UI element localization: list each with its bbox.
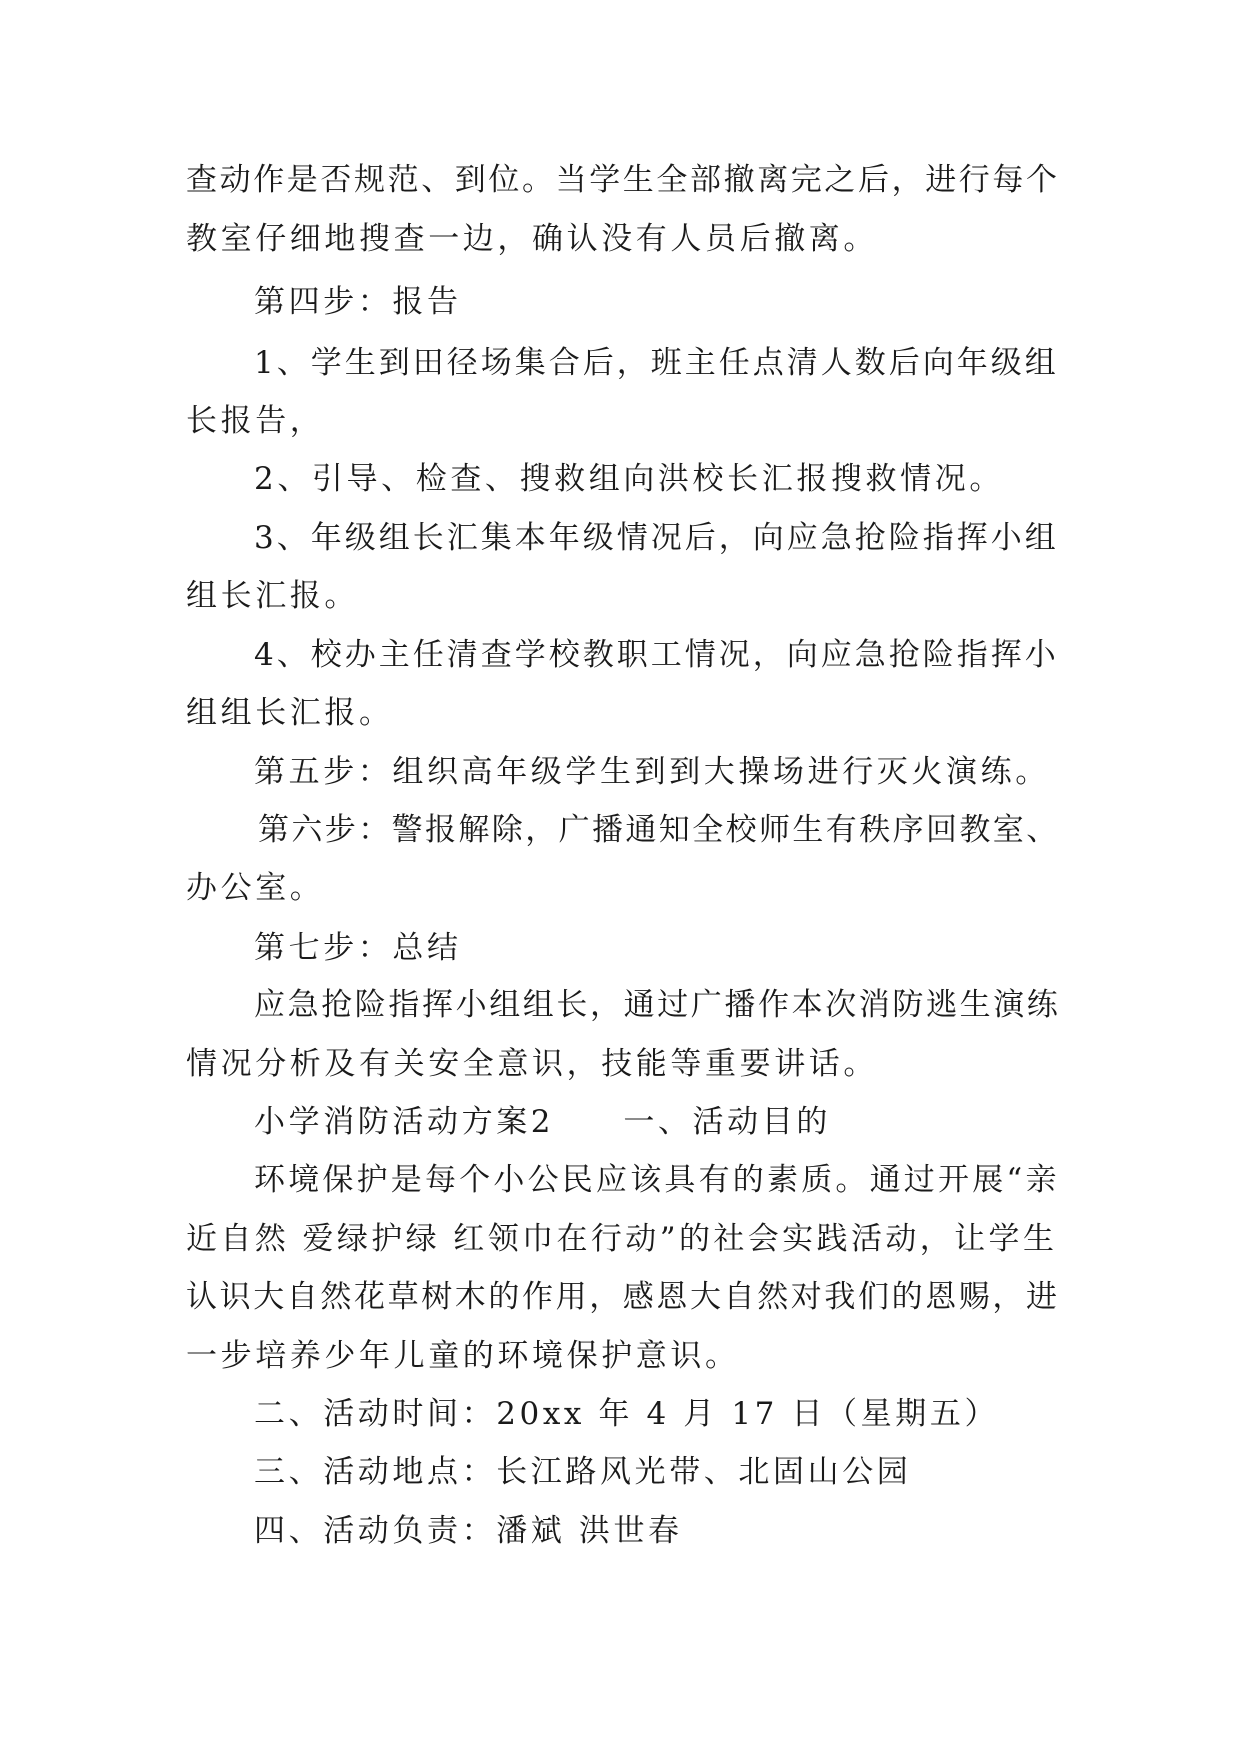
section-heading: 第五步：组织高年级学生到到大操场进行灭火演练。 [254,754,1050,790]
text-line: 三、活动地点：长江路风光带、北固山公园 [254,1454,912,1490]
text-line: 4、校办主任清查学校教职工情况，向应急抢险指挥小 [254,637,1059,673]
text-line: 应急抢险指挥小组组长，通过广播作本次消防逃生演练 [254,987,1061,1023]
text-line: 长报告， [186,403,325,439]
text-line: 四、活动负责：潘斌 洪世春 [254,1513,683,1549]
text-line: 二、活动时间：20xx 年 4 月 17 日（星期五） [254,1396,1000,1432]
text-line: 近自然 爱绿护绿 红领巾在行动”的社会实践活动，让学生 [186,1221,1058,1257]
text-line: 环境保护是每个小公民应该具有的素质。通过开展“亲 [254,1162,1060,1198]
text-line: 办公室。 [186,870,325,906]
section-heading: 第六步：警报解除，广播通知全校师生有秩序回教室、 [258,812,1060,848]
text-line: 查动作是否规范、到位。当学生全部撤离完之后，进行每个 [186,162,1060,198]
text-line: 情况分析及有关安全意识，技能等重要讲话。 [186,1046,878,1082]
text-line: 1、学生到田径场集合后，班主任点清人数后向年级组 [254,345,1059,381]
section-heading: 第四步：报告 [254,284,462,320]
section-heading: 小学消防活动方案2 一、活动目的 [254,1104,831,1140]
section-heading: 第七步：总结 [254,930,462,966]
text-line: 一步培养少年儿童的环境保护意识。 [186,1338,740,1374]
text-line: 3、年级组长汇集本年级情况后，向应急抢险指挥小组 [254,520,1059,556]
text-line: 2、引导、检查、搜救组向洪校长汇报搜救情况。 [254,461,1004,497]
text-line: 组组长汇报。 [186,695,394,731]
text-line: 教室仔细地搜查一边，确认没有人员后撤离。 [186,221,878,257]
text-line: 认识大自然花草树木的作用，感恩大自然对我们的恩赐，进 [186,1279,1060,1315]
text-line: 组长汇报。 [186,578,359,614]
